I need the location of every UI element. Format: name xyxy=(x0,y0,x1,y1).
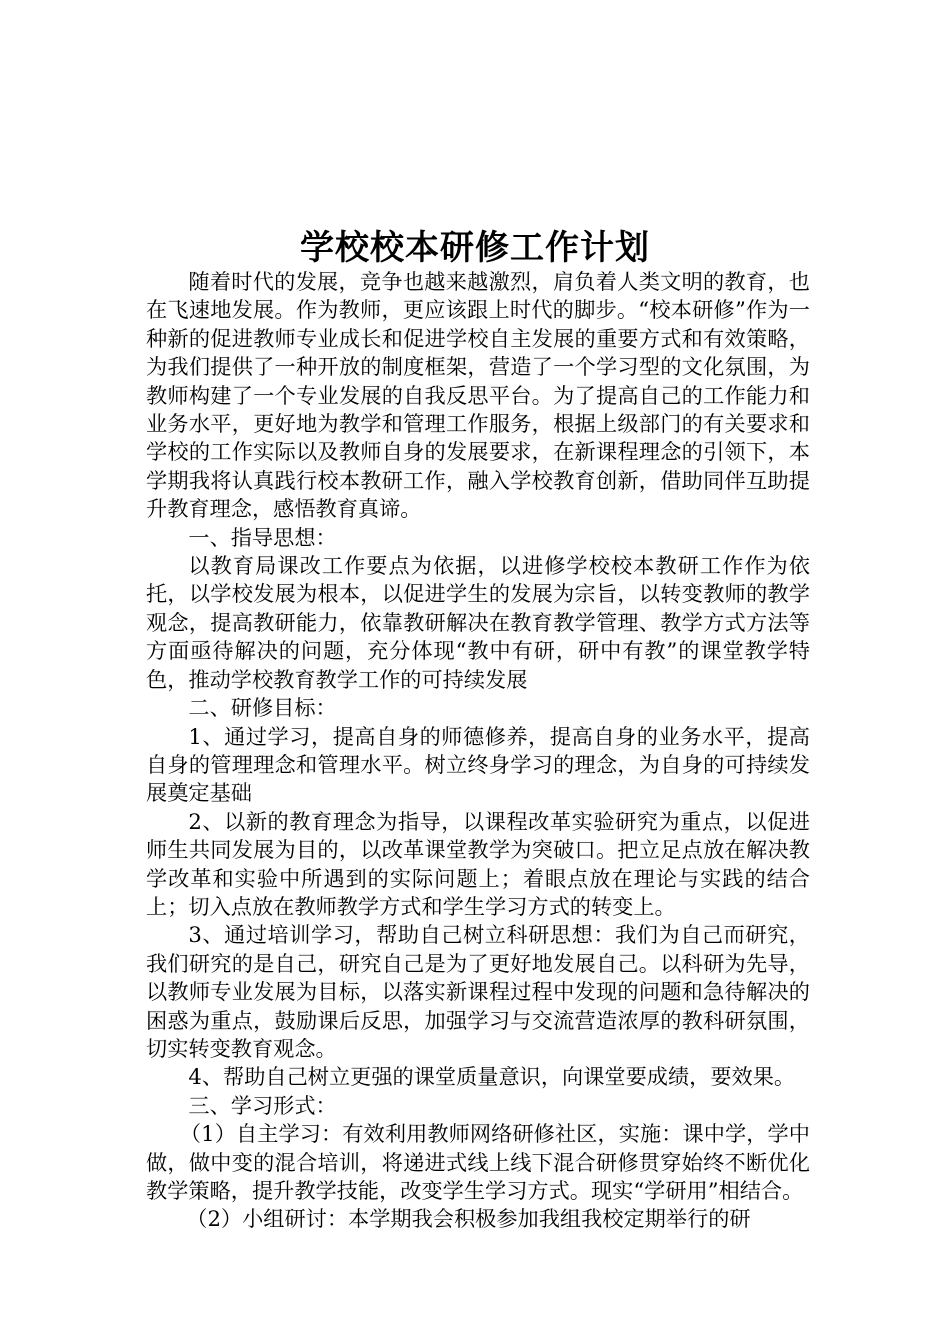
goal-item-2: 2、以新的教育理念为指导，以课程改革实验研究为重点，以促进师生共同发展为目的，以改革课堂教学为突破口。把立足点放在解决教学改革和实验中所遇到的实际问题上；着眼点放在理论与实践的结合上；切入点放在教师教学方式和学生学习方式的转变上。 xyxy=(146,808,810,919)
goal-item-1: 1、通过学习，提高自身的师德修养，提高自身的业务水平，提高自身的管理理念和管理水平。树立终身学习的理念，为自身的可持续发展奠定基础 xyxy=(146,723,810,806)
page-title: 学校校本研修工作计划 xyxy=(300,228,650,268)
guiding-ideology-paragraph: 以教育局课改工作要点为依据，以进修学校校本教研工作作为依托，以学校发展为根本，以促进学生的发展为宗旨，以转变教师的教学观念，提高教研能力，依靠教研解决在教育教学管理、教学方式方法等方面亟待解决的问题，充分体现“教中有研，研中有教”的课堂教学特色，推动学校教育教学工作的可持续发展 xyxy=(146,553,810,692)
learning-form-1: （1）自主学习：有效利用教师网络研修社区，实施：课中学，学中做，做中变的混合培训，将递进式线上线下混合研修贯穿始终不断优化教学策略，提升教学技能，改变学生学习方式。现实“学研用”相结合。 xyxy=(146,1121,810,1203)
intro-paragraph: 随着时代的发展，竞争也越来越激烈，肩负着人类文明的教育，也在飞速地发展。作为教师，更应该跟上时代的脚步。“校本研修”作为一种新的促进教师专业成长和促进学校自主发展的重要方式和有效策略，为我们提供了一种开放的制度框架，营造了一个学习型的文化氛围，为教师构建了一个专业发展的自我反思平台。为了提高自己的工作能力和业务水平，更好地为教学和管理工作服务，根据上级部门的有关要求和学校的工作实际以及教师自身的发展要求，在新课程理念的引领下，本学期我将认真践行校本教研工作，融入学校教育创新，借助同伴互助提升教育理念，感悟教育真谛。 xyxy=(146,269,810,522)
document-body xyxy=(146,268,810,1234)
section-heading-goals: 二、研修目标： xyxy=(188,695,337,721)
goal-item-3: 3、通过培训学习，帮助自己树立科研思想：我们为自己而研究，我们研究的是自己，研究自己是为了更好地发展自己。以科研为先导，以教师专业发展为目标，以落实新课程过程中发现的问题和急待解决的困惑为重点，鼓励课后反思，加强学习与交流营造浓厚的教科研氛围，切实转变教育观念。 xyxy=(146,922,810,1061)
learning-form-2: （2）小组研讨：本学期我会积极参加我组我校定期举行的研 xyxy=(186,1206,751,1232)
section-heading-learning-forms: 三、学习形式： xyxy=(188,1092,337,1118)
goal-item-4: 4、帮助自己树立更强的课堂质量意识，向课堂要成绩，要效果。 xyxy=(188,1064,796,1090)
section-heading-guiding-ideology: 一、指导思想： xyxy=(188,524,337,550)
